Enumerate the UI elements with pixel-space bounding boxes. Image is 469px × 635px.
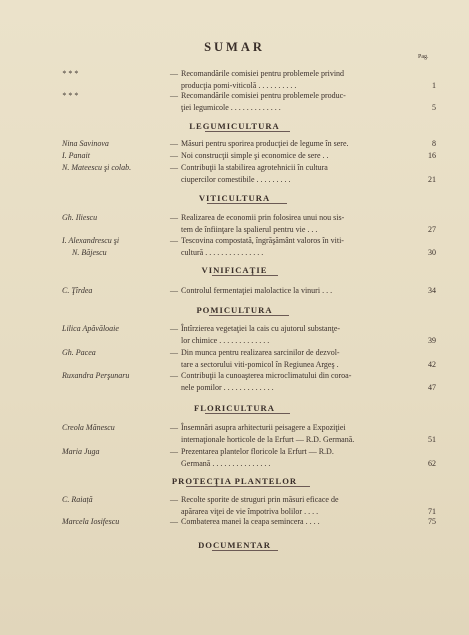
entry-title-line: Realizarea de economii prin folosirea unui nou sis- xyxy=(181,213,345,222)
entry-page-number: 47 xyxy=(428,383,436,392)
entry-page-number: 16 xyxy=(428,151,436,160)
entry-dash: — xyxy=(170,91,178,100)
entry-page-number: 8 xyxy=(432,139,436,148)
entry-dash: — xyxy=(170,69,178,78)
entry-title-line: Însemnări asupra arhitecturii peisagere a Expoziţiei xyxy=(181,423,346,432)
entry-dash: — xyxy=(170,163,178,172)
section-underline xyxy=(212,275,278,276)
entry-title xyxy=(181,235,411,259)
entry-author: Lilica Apăvăloaie xyxy=(62,324,119,333)
entry-author: I. Alexandrescu şi xyxy=(62,236,120,245)
entry-author: C. Raiață xyxy=(62,495,93,504)
entry-title xyxy=(181,138,411,150)
entry-author: Gh. Pacea xyxy=(62,348,96,357)
entry-title xyxy=(181,370,411,394)
entry-author: C. Ţîrdea xyxy=(62,286,93,295)
section-underline xyxy=(205,413,290,414)
section-heading-floricultura: FLORICULTURA xyxy=(194,403,275,413)
entry-title-line: ciupercilor comestibile . . . . . . . . . xyxy=(181,175,291,184)
entry-page-number: 62 xyxy=(428,459,436,468)
entry-page-number: 71 xyxy=(428,507,436,516)
entry-title xyxy=(181,347,411,371)
entry-author: Marcela Iosifescu xyxy=(62,517,120,526)
entry-title xyxy=(181,323,411,347)
entry-author: * * * xyxy=(62,91,78,100)
entry-title-line: Din munca pentru realizarea sarcinilor de dezvol- xyxy=(181,348,340,357)
entry-title xyxy=(181,446,411,470)
entry-page-number: 42 xyxy=(428,360,436,369)
entry-page-number: 75 xyxy=(428,517,436,526)
section-underline xyxy=(212,550,278,551)
entry-author: Ruxandra Perşunaru xyxy=(62,371,130,380)
entry-dash: — xyxy=(170,139,178,148)
entry-title xyxy=(181,422,411,446)
section-underline xyxy=(207,203,287,204)
entry-title-line: Recolte sporite de struguri prin măsuri eficace de xyxy=(181,495,339,504)
entry-dash: — xyxy=(170,423,178,432)
section-heading-protectia-plantelor: PROTECŢIA PLANTELOR xyxy=(171,476,298,486)
entry-title xyxy=(181,516,411,528)
entry-dash: — xyxy=(170,286,178,295)
entry-dash: — xyxy=(170,495,178,504)
entry-title-line: Măsuri pentru sporirea producţiei de legume în sere. xyxy=(181,139,349,148)
entry-title-line: Tescovina compostată, îngrăşământ valoros în viti- xyxy=(181,236,344,245)
section-underline xyxy=(186,486,310,487)
entry-author: * * * xyxy=(62,69,78,78)
entry-title-line: nele pomilor . . . . . . . . . . . . . xyxy=(181,383,274,392)
entry-title-line: Noi construcţii simple şi economice de sere . . xyxy=(181,151,329,160)
entry-author: I. Panait xyxy=(62,151,90,160)
entry-page-number: 51 xyxy=(428,435,436,444)
entry-author: N. Mateescu şi colab. xyxy=(62,163,132,172)
entry-title-line: ţiei legumicole . . . . . . . . . . . . . xyxy=(181,103,281,112)
entry-title-line: Germană . . . . . . . . . . . . . . . xyxy=(181,459,271,468)
entry-title-line: Controlul fermentaţiei malolactice la vinuri . . . xyxy=(181,286,333,295)
section-underline xyxy=(205,131,290,132)
section-underline xyxy=(209,315,289,316)
entry-page-number: 30 xyxy=(428,248,436,257)
entry-title xyxy=(181,494,411,518)
entry-page-number: 5 xyxy=(432,103,436,112)
entry-page-number: 1 xyxy=(432,81,436,90)
entry-title xyxy=(181,90,411,114)
entry-title-line: Contribuţii la cunoaşterea microclimatului din coroa- xyxy=(181,371,352,380)
entry-dash: — xyxy=(170,213,178,222)
entry-dash: — xyxy=(170,324,178,333)
entry-title-line: Întîrzierea vegetaţiei la cais cu ajutorul substanţe- xyxy=(181,324,341,333)
entry-title xyxy=(181,285,411,297)
entry-title-line: tem de înfiinţare la spalierul pentru vie . . . xyxy=(181,225,318,234)
entry-title xyxy=(181,68,411,92)
entry-title-line: Prezentarea plantelor floricole la Erfurt — R.D. xyxy=(181,447,334,456)
entry-title-line: producţia pomi-viticolă . . . . . . . . . . xyxy=(181,81,297,90)
entry-author: Maria Juga xyxy=(62,447,100,456)
entry-dash: — xyxy=(170,447,178,456)
section-heading-documentar: DOCUMENTAR xyxy=(198,540,271,550)
entry-dash: — xyxy=(170,151,178,160)
entry-title-line: internaţionale horticole de la Erfurt — R.D. Germană. xyxy=(181,435,355,444)
entry-title-line: cultură . . . . . . . . . . . . . . . xyxy=(181,248,264,257)
entry-title xyxy=(181,212,411,236)
entry-dash: — xyxy=(170,517,178,526)
entry-author: Creola Mănescu xyxy=(62,423,115,432)
entry-title-line: Contribuţii la stabilirea agrotehnicii în cultura xyxy=(181,163,328,172)
entry-author: Gh. Iliescu xyxy=(62,213,98,222)
section-heading-vinificatie: VINIFICAŢIE xyxy=(201,265,268,275)
entry-title-line: Recomandările comisiei pentru problemele privind xyxy=(181,69,345,78)
section-heading-legumicultura: LEGUMICULTURA xyxy=(189,121,280,131)
entry-title-line: Recomandările comisiei pentru problemele produc- xyxy=(181,91,346,100)
entry-title-line: lor chimice . . . . . . . . . . . . . xyxy=(181,336,270,345)
section-heading-viticultura: VITICULTURA xyxy=(198,193,271,203)
entry-title xyxy=(181,162,411,186)
entry-page-number: 21 xyxy=(428,175,436,184)
entry-title-line: tare a sectorului viti-pomicol în Regiunea Argeş . xyxy=(181,360,339,369)
entry-page-number: 39 xyxy=(428,336,436,345)
entry-dash: — xyxy=(170,236,178,245)
section-heading-pomicultura: POMICULTURA xyxy=(196,305,273,315)
entry-dash: — xyxy=(170,371,178,380)
entry-page-number: 27 xyxy=(428,225,436,234)
entry-page-number: 34 xyxy=(428,286,436,295)
entry-title xyxy=(181,150,411,162)
entry-author: Nina Savinova xyxy=(62,139,109,148)
entry-title-line: apărarea viţei de vie împotriva bolilor . . . . xyxy=(181,507,319,516)
entry-dash: — xyxy=(170,348,178,357)
page-column-label: Pag. xyxy=(418,54,429,60)
entry-author-second-line: N. Băjescu xyxy=(72,248,107,257)
entry-title-line: Combaterea manei la ceapa semincera . . . . xyxy=(181,517,320,526)
page-title: SUMAR xyxy=(204,40,265,54)
